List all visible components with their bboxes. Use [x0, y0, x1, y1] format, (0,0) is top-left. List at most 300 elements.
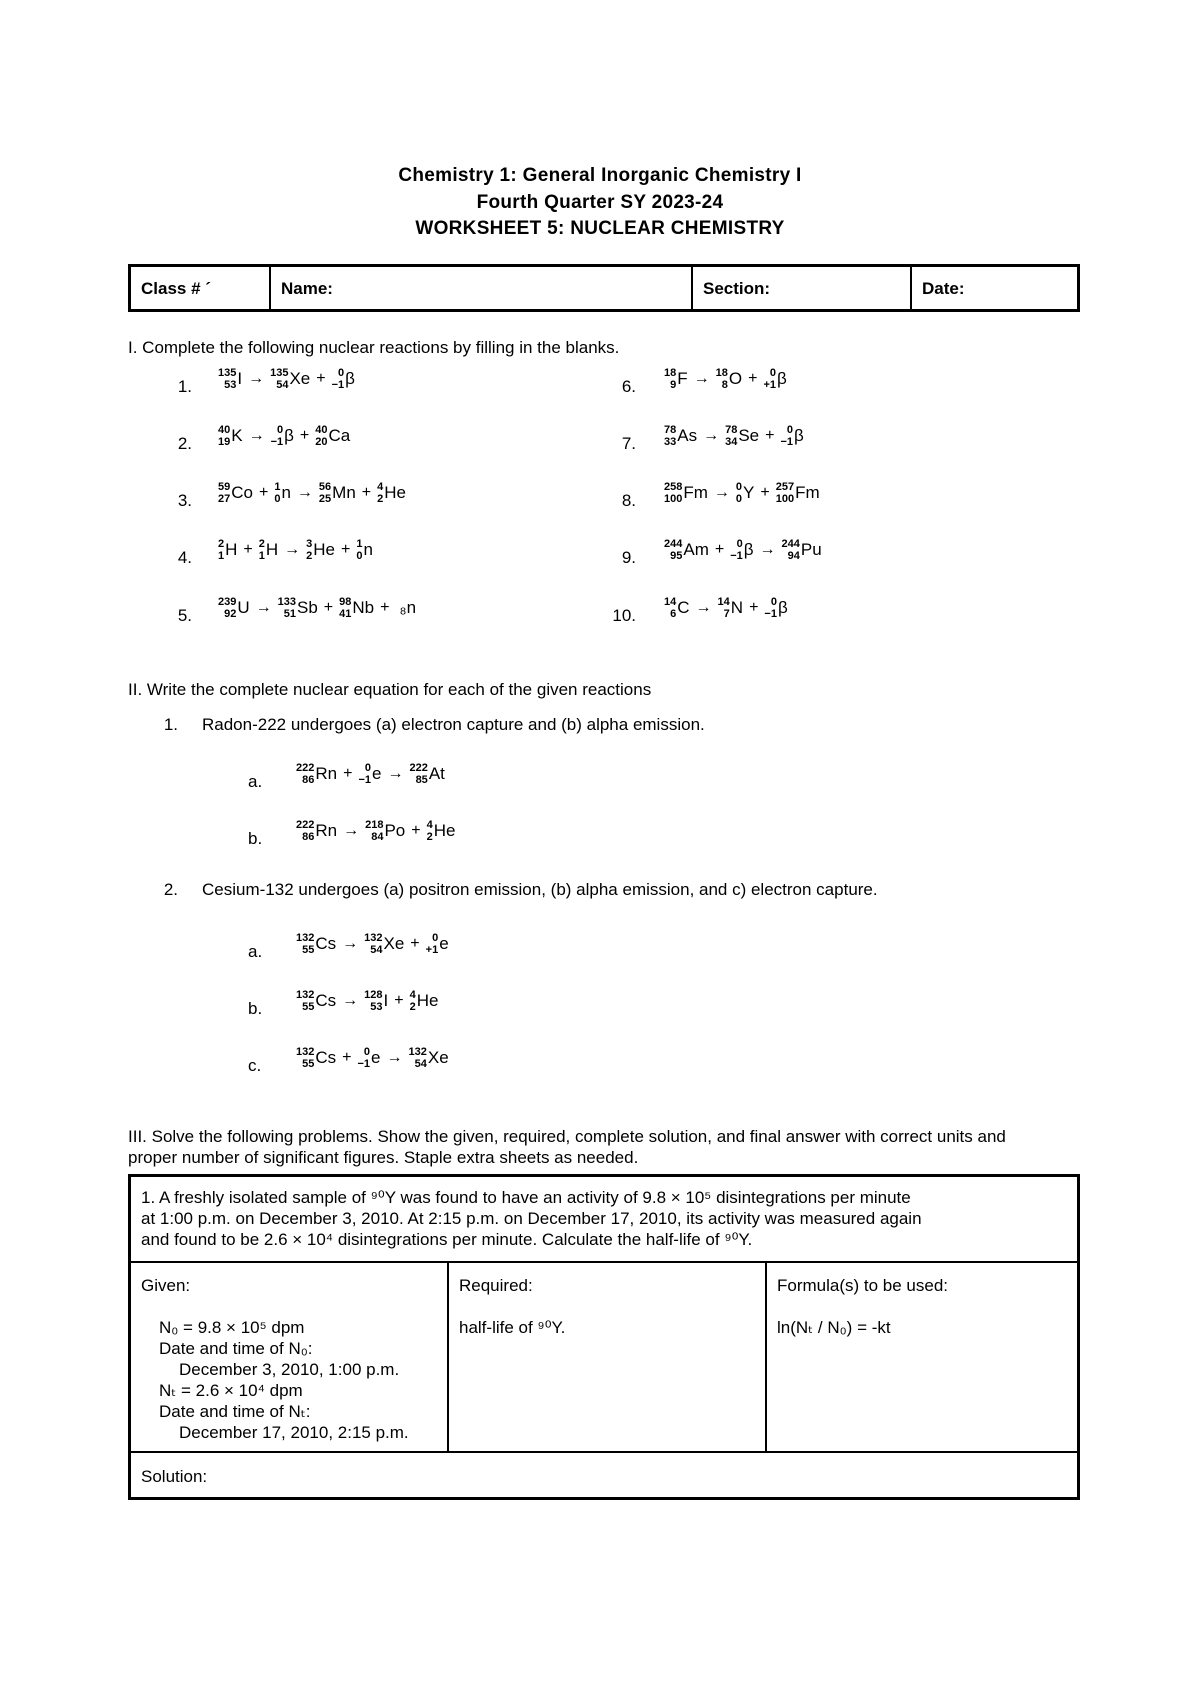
problem-line3: and found to be 2.6 × 10⁴ disintegrations per minute. Calculate the half-life of ⁹⁰Y.: [141, 1230, 753, 1249]
equation-operator: +: [748, 370, 758, 387]
nuclide-scripts: [218, 424, 230, 448]
nuclide: [315, 424, 350, 448]
equation-operator: +: [342, 1049, 352, 1066]
element-symbol: Xe: [427, 1048, 449, 1067]
nuclide: [274, 481, 291, 505]
nuclear-equation: [664, 538, 822, 562]
formula-label: Formula(s) to be used:: [777, 1276, 949, 1295]
mass-number: 14: [664, 596, 677, 608]
equation-operator: +: [380, 599, 390, 616]
equation-operator: +: [394, 992, 404, 1009]
nuclide: [218, 367, 242, 391]
element-symbol: Mn: [332, 483, 356, 502]
nuclide-scripts: [410, 989, 416, 1013]
atomic-number: 2: [426, 831, 433, 843]
nuclide-scripts: [271, 424, 284, 448]
mass-number: 1: [356, 538, 363, 550]
reaction-number: 4.: [177, 548, 192, 567]
atomic-number: 55: [302, 944, 315, 956]
element-symbol: N: [730, 598, 744, 617]
equation-operator: +: [765, 427, 775, 444]
element-symbol: Cs: [315, 1048, 337, 1067]
section-field[interactable]: [693, 267, 912, 309]
atomic-number: 95: [670, 550, 683, 562]
element-symbol: He: [384, 483, 406, 502]
equation-operator: +: [299, 427, 310, 444]
atomic-number: 0: [356, 550, 363, 562]
nuclide-scripts: [356, 538, 362, 562]
nuclide: [782, 538, 822, 562]
mass-number: 0: [364, 762, 371, 774]
element-symbol: e: [371, 1048, 381, 1067]
element-symbol: H: [225, 540, 238, 559]
nuclide-scripts: [409, 762, 427, 786]
nuclear-equation: [296, 989, 438, 1013]
formula-cell[interactable]: [767, 1263, 1077, 1451]
nuclide-scripts: [218, 538, 224, 562]
mass-number: 132: [296, 989, 315, 1001]
mass-number: 2: [218, 538, 225, 550]
element-symbol: β: [794, 426, 804, 445]
element-symbol: e: [439, 934, 449, 953]
problem-statement: [131, 1177, 1077, 1263]
element-symbol: Ca: [328, 426, 351, 445]
mass-number: 0: [769, 367, 777, 379]
answer-label: b.: [248, 999, 263, 1018]
reaction-number: 5.: [177, 606, 192, 625]
equation-operator: →: [713, 484, 730, 501]
equation-operator: →: [695, 599, 712, 616]
element-symbol: As: [677, 426, 698, 445]
atomic-number: 100: [664, 493, 683, 505]
nuclide: [270, 367, 310, 391]
nuclide-scripts: [296, 762, 314, 786]
element-symbol: U: [237, 598, 250, 617]
element-symbol: C: [677, 598, 690, 617]
formula-value: ln(Nₜ / N₀) = -kt: [777, 1318, 891, 1337]
nuclide-scripts: [664, 424, 676, 448]
mass-number: 98: [339, 596, 352, 608]
mass-number: 0: [338, 367, 345, 379]
nuclide: [332, 367, 355, 391]
nuclear-equation: [664, 424, 804, 448]
atomic-number: 6: [670, 608, 677, 620]
mass-number: 0: [432, 932, 439, 944]
atomic-number: 51: [283, 608, 296, 620]
element-symbol: Xe: [289, 369, 311, 388]
nuclide-scripts: [377, 481, 383, 505]
mass-number: 0: [363, 1046, 371, 1058]
atomic-number: −1: [730, 550, 743, 562]
element-symbol: β: [777, 598, 788, 617]
mass-number: 78: [664, 424, 677, 436]
equation-operator: +: [760, 484, 770, 501]
required-value: half-life of ⁹⁰Y.: [459, 1318, 566, 1337]
atomic-number: −1: [270, 436, 284, 448]
part1-instruction: I. Complete the following nuclear reactions by filling in the blanks.: [128, 338, 620, 357]
nuclide: [296, 1046, 336, 1070]
nuclide: [259, 538, 278, 562]
atomic-number: −1: [358, 774, 371, 786]
element-symbol: β: [284, 426, 294, 445]
given-cell[interactable]: [131, 1263, 449, 1451]
mass-number: 244: [664, 538, 683, 550]
atomic-number: [395, 608, 398, 620]
part3-instruction-line2: proper number of significant figures. Staple extra sheets as needed.: [128, 1148, 639, 1167]
nuclide-scripts: [395, 596, 398, 620]
nuclide: [725, 424, 759, 448]
mass-number: 135: [270, 367, 289, 379]
nuclide-scripts: [365, 819, 383, 843]
mass-number: 56: [318, 481, 332, 493]
nuclide-scripts: [339, 596, 351, 620]
mass-number: 133: [277, 596, 296, 608]
element-symbol: Se: [738, 426, 760, 445]
part2-q2-number: 2.: [163, 880, 178, 899]
atomic-number: 33: [664, 436, 677, 448]
mass-number: 4: [409, 989, 416, 1001]
nuclear-equation: [296, 932, 449, 956]
element-symbol: I: [237, 369, 243, 388]
nuclide: [365, 819, 405, 843]
given-line: N₀ = 9.8 × 10⁵ dpm: [159, 1318, 305, 1337]
nuclide-scripts: [315, 424, 327, 448]
equation-operator: +: [243, 541, 253, 558]
mass-number: 18: [715, 367, 728, 379]
atomic-number: 54: [276, 379, 289, 391]
atomic-number: 85: [415, 774, 428, 786]
nuclide-scripts: [763, 367, 776, 391]
given-line: Date and time of N₀:: [159, 1339, 313, 1358]
atomic-number: 55: [302, 1058, 315, 1070]
mass-number: 18: [664, 367, 677, 379]
nuclear-equation: [664, 596, 788, 620]
reaction-number: 10.: [612, 606, 636, 625]
equation-operator: →: [387, 765, 404, 782]
equation-operator: +: [714, 541, 725, 558]
element-symbol: At: [428, 764, 445, 783]
equation-operator: +: [316, 370, 326, 387]
nuclide: [377, 481, 406, 505]
equation-operator: →: [255, 599, 272, 616]
nuclide: [736, 481, 754, 505]
element-symbol: K: [231, 426, 243, 445]
nuclide-scripts: [259, 538, 265, 562]
mass-number: 40: [315, 424, 328, 436]
equation-operator: +: [411, 822, 421, 839]
mass-number: 132: [296, 932, 315, 944]
given-line: Nₜ = 2.6 × 10⁴ dpm: [159, 1381, 303, 1400]
mass-number: 1: [274, 481, 281, 493]
nuclide: [278, 596, 318, 620]
equation-operator: →: [703, 427, 720, 444]
nuclide: [218, 538, 237, 562]
nuclear-equation: [664, 367, 787, 391]
mass-number: 222: [409, 762, 428, 774]
nuclide-scripts: [296, 819, 314, 843]
nuclide-scripts: [358, 762, 371, 786]
problem-line2: at 1:00 p.m. on December 3, 2010. At 2:15 p.m. on December 17, 2010, its activity was measured again: [141, 1209, 922, 1228]
mass-number: 3: [306, 538, 313, 550]
atomic-number: −1: [357, 1058, 371, 1070]
mass-number: 132: [296, 1046, 315, 1058]
reaction-number: 7.: [621, 434, 636, 453]
nuclide: [296, 932, 336, 956]
part2-q1-number: 1.: [163, 715, 178, 734]
mass-number: [395, 596, 398, 608]
mass-number: 0: [735, 481, 743, 493]
atomic-number: 20: [315, 436, 328, 448]
mass-number: 0: [736, 538, 743, 550]
nuclide: [364, 932, 404, 956]
element-symbol: O: [728, 369, 743, 388]
nuclide: [730, 538, 753, 562]
nuclide: [296, 762, 337, 786]
solution-label[interactable]: Solution:: [141, 1467, 208, 1486]
nuclide-scripts: [332, 367, 345, 391]
nuclide: [664, 538, 709, 562]
element-symbol: Rn: [315, 764, 338, 783]
part2-instruction: II. Write the complete nuclear equation for each of the given reactions: [128, 680, 652, 699]
nuclear-equation: [296, 762, 445, 786]
mass-number: 132: [364, 932, 383, 944]
nuclear-equation: [218, 424, 350, 448]
nuclide-scripts: [364, 989, 382, 1013]
atomic-number: 94: [787, 550, 800, 562]
section-label: Section:: [703, 279, 771, 298]
element-symbol: β: [743, 540, 754, 559]
reaction-number: 6.: [621, 377, 636, 396]
nuclide: [296, 989, 336, 1013]
problem-analysis-row: [131, 1263, 1077, 1453]
mass-number: 132: [408, 1046, 427, 1058]
name-label: Name:: [281, 279, 333, 298]
given-line: December 17, 2010, 2:15 p.m.: [179, 1423, 409, 1442]
nuclide-scripts: [427, 819, 433, 843]
equation-operator: →: [759, 541, 776, 558]
element-symbol: Po: [384, 821, 406, 840]
mass-number: 222: [296, 819, 315, 831]
mass-number: 239: [218, 596, 237, 608]
atomic-number: 0: [274, 493, 281, 505]
mass-number: 4: [377, 481, 384, 493]
mass-number: 244: [781, 538, 800, 550]
nuclide: [426, 932, 449, 956]
mass-number: 78: [725, 424, 738, 436]
nuclide: [218, 424, 243, 448]
equation-operator: →: [248, 427, 265, 444]
nuclide-scripts: [718, 596, 730, 620]
mass-number: 40: [218, 424, 231, 436]
nuclide: [356, 538, 373, 562]
atomic-number: 100: [775, 493, 795, 505]
nuclide-scripts: [664, 367, 676, 391]
reaction-number: 3.: [177, 491, 192, 510]
atomic-number: 0: [735, 493, 743, 505]
nuclide: [409, 762, 444, 786]
class-number-field[interactable]: [131, 267, 271, 309]
equation-operator: →: [386, 1049, 403, 1066]
nuclide-scripts: [716, 367, 728, 391]
atomic-number: 1: [258, 550, 265, 562]
atomic-number: 9: [670, 379, 677, 391]
atomic-number: 7: [723, 608, 730, 620]
nuclide-scripts: [218, 596, 236, 620]
class-number-label: Class # ´: [141, 279, 211, 298]
mass-number: 14: [717, 596, 730, 608]
element-symbol: Sb: [297, 598, 318, 617]
answer-label: b.: [248, 829, 263, 848]
element-symbol: Pu: [800, 540, 822, 559]
element-symbol: Cs: [315, 991, 337, 1010]
nuclide-scripts: [218, 367, 236, 391]
element-symbol: Cs: [315, 934, 337, 953]
mass-number: 257: [775, 481, 795, 493]
worksheet-title-line3: WORKSHEET 5: NUCLEAR CHEMISTRY: [415, 218, 785, 239]
mass-number: 218: [365, 819, 384, 831]
element-symbol: Y: [743, 483, 755, 502]
problem-line1: 1. A freshly isolated sample of ⁹⁰Y was found to have an activity of 9.8 × 10⁵ disintegrations per minute: [141, 1188, 911, 1207]
nuclide-scripts: [218, 481, 230, 505]
name-field[interactable]: [271, 267, 693, 309]
nuclide-scripts: [764, 596, 777, 620]
mass-number: 59: [218, 481, 231, 493]
part3-instruction-line1: III. Solve the following problems. Show the given, required, complete solution, and final answer with correct units and: [128, 1127, 1006, 1146]
reaction-number: 9.: [621, 548, 636, 567]
nuclide: [664, 481, 708, 505]
nuclide: [718, 596, 744, 620]
nuclide-scripts: [426, 932, 439, 956]
atomic-number: +1: [425, 944, 439, 956]
nuclear-equation: [296, 1046, 449, 1070]
problem-table: [128, 1174, 1080, 1500]
atomic-number: 19: [218, 436, 231, 448]
mass-number: 4: [426, 819, 433, 831]
atomic-number: 25: [318, 493, 332, 505]
mass-number: 0: [277, 424, 284, 436]
equation-operator: +: [323, 599, 334, 616]
reaction-number: 2.: [177, 434, 192, 453]
nuclide-scripts: [780, 424, 793, 448]
required-cell[interactable]: [449, 1263, 767, 1451]
equation-operator: +: [361, 484, 372, 501]
nuclear-equation: [218, 367, 355, 391]
nuclide-scripts: [782, 538, 800, 562]
nuclide-scripts: [409, 1046, 427, 1070]
nuclide-scripts: [306, 538, 312, 562]
mass-number: 2: [258, 538, 265, 550]
equation-operator: +: [410, 935, 420, 952]
nuclide: [296, 819, 337, 843]
element-symbol: n: [363, 540, 373, 559]
atomic-number: 34: [725, 436, 738, 448]
mass-number: 222: [296, 762, 315, 774]
element-symbol: Co: [231, 483, 253, 502]
equation-operator: +: [343, 765, 353, 782]
equation-operator: →: [342, 992, 359, 1009]
nuclide: [306, 538, 335, 562]
nuclide: [664, 367, 688, 391]
reaction-number: 8.: [621, 491, 636, 510]
element-symbol: Fm: [795, 483, 820, 502]
nuclide-scripts: [776, 481, 794, 505]
worksheet-title-line1: Chemistry 1: General Inorganic Chemistry I: [398, 165, 802, 186]
atomic-number: −1: [780, 436, 794, 448]
equation-operator: →: [343, 822, 360, 839]
element-symbol: He: [313, 540, 336, 559]
nuclide-scripts: [274, 481, 280, 505]
nuclide: [716, 367, 742, 391]
nuclide: [271, 424, 294, 448]
nuclide-scripts: [730, 538, 743, 562]
atomic-number: 1: [218, 550, 225, 562]
atomic-number: 53: [370, 1001, 383, 1013]
given-line: Date and time of Nₜ:: [159, 1402, 311, 1421]
date-field[interactable]: [912, 267, 1077, 309]
element-symbol: Rn: [315, 821, 338, 840]
mass-number: 258: [664, 481, 683, 493]
nuclide-scripts: [296, 932, 314, 956]
element-symbol: β: [777, 369, 787, 388]
equation-operator: →: [342, 935, 359, 952]
mass-number: 135: [218, 367, 237, 379]
element-symbol: I: [383, 991, 389, 1010]
nuclide-scripts: [319, 481, 331, 505]
equation-operator: →: [248, 370, 265, 387]
atomic-number: +1: [763, 379, 777, 391]
equation-operator: +: [258, 484, 269, 501]
atomic-number: 41: [339, 608, 352, 620]
element-symbol: e: [371, 764, 382, 783]
answer-label: a.: [248, 942, 263, 961]
given-line: December 3, 2010, 1:00 p.m.: [179, 1360, 400, 1379]
equation-operator: +: [749, 599, 759, 616]
atomic-number: 2: [377, 493, 384, 505]
nuclide: [664, 596, 690, 620]
nuclide: [339, 596, 374, 620]
equation-operator: →: [296, 484, 313, 501]
nuclear-equation: [664, 481, 820, 505]
nuclide-scripts: [278, 596, 296, 620]
nuclide-scripts: [664, 481, 682, 505]
equation-operator: +: [341, 541, 351, 558]
nuclear-equation: [218, 596, 416, 620]
nuclide: [780, 424, 803, 448]
element-symbol: Fm: [683, 483, 708, 502]
given-label: Given:: [141, 1276, 191, 1295]
mass-number: 128: [364, 989, 383, 1001]
nuclide-scripts: [736, 481, 742, 505]
nuclide-scripts: [664, 596, 676, 620]
element-symbol: ₈n: [399, 598, 417, 617]
element-symbol: Xe: [383, 934, 405, 953]
nuclide-scripts: [664, 538, 682, 562]
atomic-number: 2: [409, 1001, 416, 1013]
part2-q1-text: Radon-222 undergoes (a) electron capture and (b) alpha emission.: [202, 715, 705, 734]
equation-operator: →: [693, 370, 710, 387]
nuclide: [218, 596, 250, 620]
element-symbol: Nb: [352, 598, 375, 617]
date-label: Date:: [922, 279, 965, 298]
part2-q2-text: Cesium-132 undergoes (a) positron emission, (b) alpha emission, and c) electron capture.: [202, 880, 878, 899]
atomic-number: 84: [371, 831, 384, 843]
element-symbol: He: [433, 821, 456, 840]
nuclide: [395, 596, 416, 620]
atomic-number: 27: [218, 493, 231, 505]
reaction-number: 1.: [177, 377, 192, 396]
atomic-number: 54: [414, 1058, 427, 1070]
mass-number: 0: [770, 596, 777, 608]
